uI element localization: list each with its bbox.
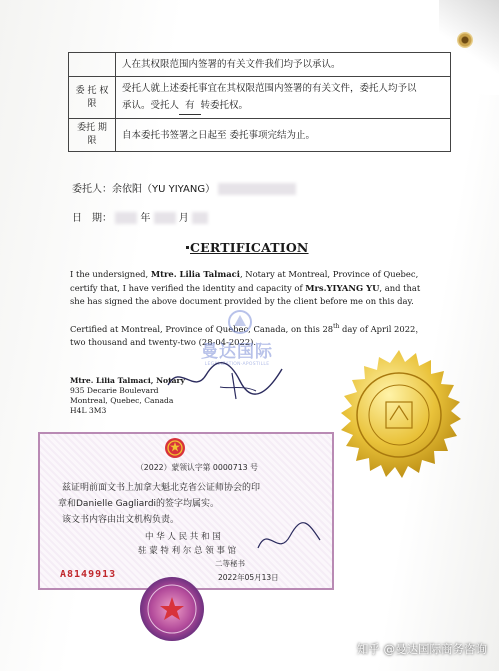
consular-legalization-stamp (38, 432, 334, 590)
notary-address-line: 935 Decarie Boulevard (70, 386, 159, 395)
scope-text-b: 承认。受托人 (122, 100, 180, 111)
date-month-unit: 月 (178, 213, 189, 224)
redacted-year (115, 212, 137, 224)
gold-notary-seal-icon (330, 348, 468, 486)
stamp-organization: 中 华 人 民 共 和 国 (145, 532, 221, 542)
row-label-scope: 委 托 权限 (69, 77, 116, 119)
watermark-logo-icon (226, 308, 254, 336)
stamp-organization: 驻 蒙 特 利 尔 总 领 事 馆 (138, 546, 237, 556)
date-year-unit: 年 (140, 213, 151, 224)
stamp-text: 兹证明前面文书上加拿大魁北克省公证师协会的印 (62, 483, 261, 493)
binding-grommet (457, 32, 473, 48)
table-row (69, 77, 451, 119)
table-cell (116, 77, 451, 119)
cert-text: I the undersigned, (70, 269, 151, 279)
principal-label: 委托人： (72, 184, 112, 195)
notary-address-line: H4L 3M3 (70, 406, 107, 415)
day-suffix: th (333, 323, 340, 330)
scope-text-a: 受托人就上述委托事宜在其权限范围内签署的有关文件，委托人均予以 (122, 83, 417, 94)
footer-watermark: 知乎 @曼达国际商务咨询 (356, 642, 487, 656)
watermark-en: LEGALIZATION·APOSTILLE (204, 362, 270, 367)
stamp-text: 该文书内容由出文机构负责。 (62, 515, 180, 525)
principal-line (72, 180, 296, 195)
principal-name: 余依阳（YU YIYANG） (112, 184, 216, 195)
scope-text-c: 转委托权。 (200, 100, 249, 111)
date-label: 日 期： (72, 213, 112, 224)
scope-fill-field: 有 (179, 97, 201, 115)
title-bullet (186, 246, 189, 249)
consulate-seal-icon (138, 575, 206, 643)
date-line (72, 209, 208, 224)
consul-signature (254, 518, 324, 562)
notary-address-line: Montreal, Quebec, Canada (70, 396, 174, 405)
notary-address (70, 376, 185, 416)
table-row (69, 53, 451, 77)
redacted-day (192, 212, 208, 224)
stamp-serial-number: A8149913 (60, 569, 117, 580)
cert-text: day of April 2022，two thousand and twenty-two (28-04-2022). (70, 323, 424, 348)
certification-paragraph (70, 268, 435, 309)
cert-text: Certified at Montreal, Province of Quebec, Canada, on this 28 (70, 323, 334, 334)
stamp-date: 2022年05月13日 (218, 573, 279, 582)
redacted-signature (218, 183, 296, 195)
stamp-text: 章和Danielle Gagliardi的签字均属实。 (58, 499, 220, 509)
cert-text: , and that she has signed the above document provided by the client before me on this day. (70, 282, 421, 306)
stamp-reference: （2022）蒙领认字第 0000713 号 (136, 463, 258, 472)
cert-text: , Notary at Montreal, Province of Quebec, certify that, I have verified the identity and capacity of (70, 269, 419, 293)
authorization-table (68, 52, 451, 152)
notary-address-name: Mtre. Lilia Talmaci, Notary (70, 376, 185, 385)
table-cell: 人在其权限范围内签署的有关文件我们均予以承认。 (116, 53, 451, 77)
watermark-cn: 曼达国际 (201, 342, 273, 362)
stamp-rank: 二等秘书 (215, 559, 245, 568)
national-emblem-icon (164, 437, 186, 459)
notary-name: Mtre. Lilia Talmaci (150, 269, 240, 279)
table-cell-empty (69, 53, 116, 77)
table-row (69, 119, 451, 152)
row-label-term: 委托 期限 (69, 119, 116, 152)
client-name: Mrs.YIYANG YU (305, 282, 380, 293)
table-cell: 自本委托书签署之日起至 委托事项完结为止。 (116, 119, 451, 152)
certification-title: CERTIFICATION (190, 240, 309, 255)
redacted-month (154, 212, 176, 224)
